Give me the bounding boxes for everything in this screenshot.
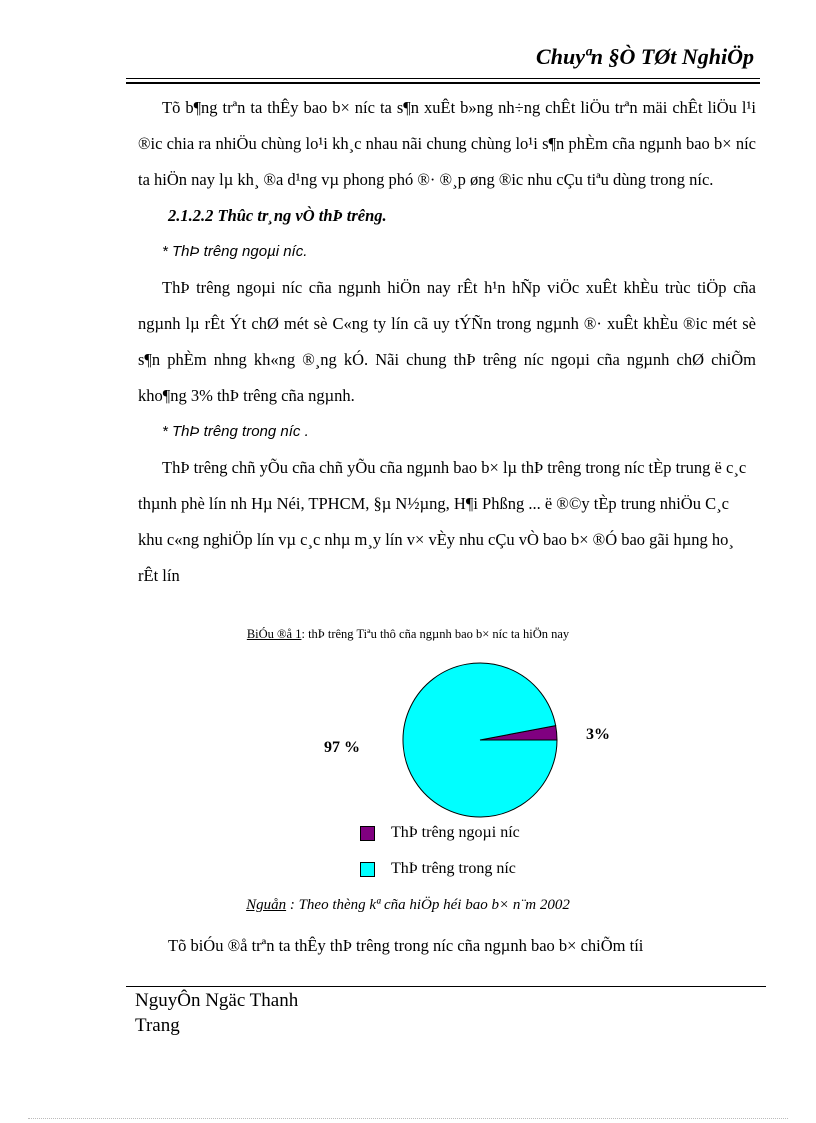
chart-title-rest: : thÞ trêng Tiªu thô cña ngµnh bao b× níc ta hiÖn nay: [301, 627, 570, 641]
legend-item-domestic: [360, 860, 516, 878]
body-text: [138, 90, 756, 594]
bullet-foreign-market: * ThÞ trêng ngoµi níc.: [162, 243, 308, 260]
legend-label-domestic: ThÞ trêng trong níc: [391, 860, 516, 877]
legend-swatch-foreign: [360, 826, 375, 841]
legend-swatch-domestic: [360, 862, 375, 877]
paragraph-2: ThÞ trêng ngoµi níc cña ngµnh hiÖn nay rÊt h¹n hÑp viÖc xuÊt khÈu trùc tiÖp cña ngµnh lµ rÊt Ýt chØ mét sè C«ng ty lín cã uy tÝÑn trong ngµnh ®· xuÊt khÈu ®ic mét sè s¶n phÈm nhng kh«ng ®¸ng kÓ. Nãi chung thÞ trêng níc ngoµi cña ngµnh chØ chiÕm kho¶ng 3% thÞ trêng cña ngµnh.: [138, 278, 756, 405]
chart-source: [0, 897, 816, 914]
author-name-line2: Trang: [135, 1015, 180, 1036]
paragraph-1: Tõ b¶ng trªn ta thÊy bao b× níc ta s¶n xuÊt b»ng nh÷ng chÊt liÖu trªn mäi chÊt liÖu l¹i ®ic chia ra nhiÖu chùng lo¹i kh¸c nhau nãi chung chùng lo¹i s¶n phÈm cña ngµnh bao b× níc ta hiÖn nay lµ kh¸ ®a d¹ng vµ phong phó ®· ®¸p øng ®ic nhu cÇu tiªu dùng trong níc.: [138, 98, 756, 189]
pie-label-0: 3%: [586, 726, 610, 743]
pie-chart: [320, 656, 640, 826]
footer-rule: [126, 986, 766, 987]
header-title: Chuyªn §Ò TØt NghiÖp: [536, 44, 754, 69]
closing-sentence: Tõ biÓu ®å trªn ta thÊy thÞ trêng trong níc cña ngµnh bao b× chiÕm tíi: [168, 936, 644, 955]
footer-author: [135, 988, 298, 1038]
chart-title-prefix: BiÓu ®å 1: [246, 627, 302, 641]
bullet-domestic-market: * ThÞ trêng trong níc .: [162, 423, 309, 440]
legend-label-foreign: ThÞ trêng ngoµi níc: [391, 824, 520, 841]
source-label: Nguån: [246, 897, 287, 913]
paragraph-3: ThÞ trêng chñ yÕu cña chñ yÕu cña ngµnh bao b× lµ thÞ trêng trong níc tÈp trung ë c¸c thµnh phè lín nh Hµ Néi, TPHCM, §µ N½µng, H¶i Phßng ... ë ®©y tÈp trung nhiÖu C¸c khu c«ng nghiÖp lín vµ c¸c nhµ m¸y lín v× vÈy nhu cÇu vÒ bao b× ®Ó bao gãi hµng ho¸ rÊt lín: [138, 458, 747, 585]
legend-item-foreign: [360, 824, 520, 842]
header-rule-thick: [126, 82, 760, 84]
pie-label-1: 97 %: [324, 739, 360, 756]
chart-title: [0, 627, 816, 642]
header-rule: [126, 78, 760, 79]
source-text: : Theo thèng kª cña hiÖp héi bao b× n¨m 2002: [286, 897, 570, 913]
section-subheading: 2.1.2.2 Thûc tr¸ng vÒ thÞ trêng.: [168, 206, 387, 225]
pie-slice-1: [403, 663, 557, 817]
author-name-line1: NguyÔn Ngäc Thanh: [135, 990, 299, 1011]
page-bottom-border: [28, 1118, 788, 1119]
